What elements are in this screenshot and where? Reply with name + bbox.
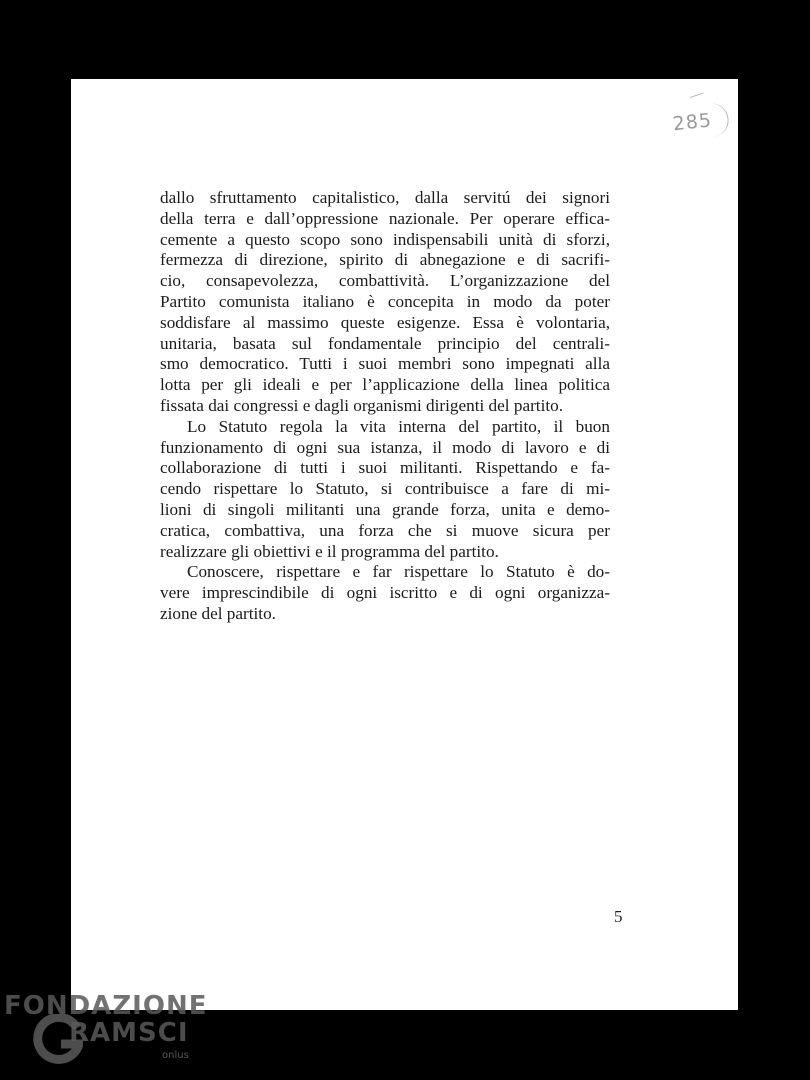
pencil-bracket-mark bbox=[710, 102, 730, 138]
watermark-onlus: onlus bbox=[162, 1050, 189, 1061]
text-line: collaborazione di tutti i suoi militanti. Rispettando e fa- bbox=[160, 458, 610, 478]
page-number: 5 bbox=[614, 907, 623, 926]
body-text bbox=[160, 188, 610, 625]
text-line: Conoscere, rispettare e far rispettare lo Statuto è do- bbox=[187, 562, 610, 582]
pencil-tick-mark bbox=[690, 93, 704, 98]
text-line: dallo sfruttamento capitalistico, dalla servitú dei signori bbox=[160, 188, 610, 207]
text-line: vere imprescindibile di ogni iscritto e di ogni organizza- bbox=[160, 583, 610, 603]
text-line: smo democratico. Tutti i suoi membri sono impegnati alla bbox=[160, 354, 610, 374]
paragraph-2 bbox=[160, 417, 610, 563]
text-line: Lo Statuto regola la vita interna del partito, il buon bbox=[187, 416, 610, 436]
text-line: lioni di singoli militanti una grande forza, unita e demo- bbox=[160, 499, 610, 519]
text-line: soddisfare al massimo queste esigenze. Essa è volontaria, bbox=[160, 312, 610, 332]
text-line: fermezza di direzione, spirito di abnegazione e di sacrifi- bbox=[160, 250, 610, 270]
text-line: unitaria, basata sul fondamentale principio del centrali- bbox=[160, 333, 610, 353]
fondazione-gramsci-watermark bbox=[0, 988, 220, 1080]
document-page bbox=[71, 79, 738, 1010]
text-line: lotta per gli ideali e per l’applicazione della linea politica bbox=[160, 375, 610, 395]
paragraph-3 bbox=[160, 562, 610, 624]
text-line: della terra e dall’oppressione nazionale. Per operare effica- bbox=[160, 208, 610, 228]
pencil-page-annotation bbox=[661, 100, 731, 151]
paragraph-1 bbox=[160, 188, 610, 417]
watermark-line-1: FONDAZIONE bbox=[4, 991, 208, 1021]
text-line: Partito comunista italiano è concepita in modo da poter bbox=[160, 291, 610, 311]
margin-note-number: 285 bbox=[671, 109, 714, 136]
text-line: funzionamento di ogni sua istanza, il modo di lavoro e di bbox=[160, 437, 610, 457]
text-line: cratica, combattiva, una forza che si muove sicura per bbox=[160, 520, 610, 540]
text-line: realizzare gli obiettivi e il programma del partito. bbox=[160, 541, 499, 561]
text-line: zione del partito. bbox=[160, 603, 276, 623]
text-line: cemente a questo scopo sono indispensabili unità di sforzi, bbox=[160, 229, 610, 249]
text-line: fissata dai congressi e dagli organismi dirigenti del partito. bbox=[160, 395, 564, 415]
text-line: cio, consapevolezza, combattività. L’organizzazione del bbox=[160, 271, 610, 291]
text-line: cendo rispettare lo Statuto, si contribuisce a fare di mi- bbox=[160, 479, 610, 499]
watermark-line-2: RAMSCI bbox=[69, 1018, 189, 1048]
